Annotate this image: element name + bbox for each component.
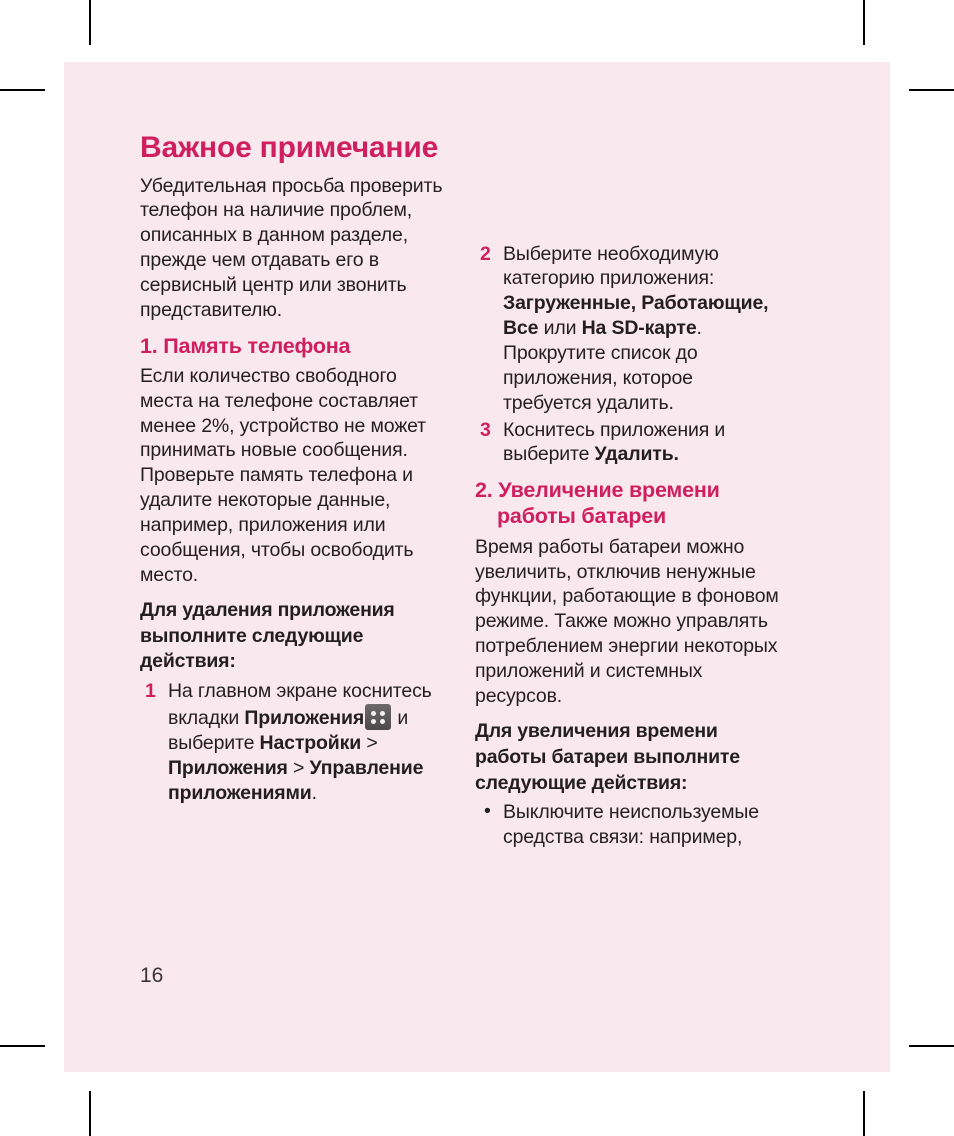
step-text-part-1: Коснитесь приложения и выберите	[503, 418, 726, 466]
step-text-tail: .	[311, 781, 317, 804]
crop-mark-top-right-vertical	[863, 0, 865, 45]
step-bold-manage-applications: Управление приложениями	[168, 756, 424, 804]
apps-drawer-icon	[365, 704, 391, 730]
step-text-part-2: и выберите	[168, 707, 409, 755]
step-bold-settings: Настройки	[259, 732, 362, 755]
crop-mark-bottom-right-vertical	[863, 1091, 865, 1136]
list-item	[475, 242, 785, 416]
step-separator-1: >	[361, 732, 378, 755]
step-text-part-1: На главном экране коснитесь вкладки	[168, 680, 432, 730]
step-separator-2: >	[287, 756, 310, 779]
page-title: Важное примечание	[140, 131, 439, 164]
step-bold-categories: Загруженные, Работающие, Все	[503, 292, 769, 340]
bullet-list-right	[475, 800, 785, 850]
page-number: 16	[140, 964, 164, 987]
crop-mark-bottom-left-vertical	[89, 1091, 91, 1136]
section-heading-battery-life: 2. Увеличение времени работы батареи	[475, 478, 720, 529]
crop-mark-top-left-vertical	[89, 0, 91, 45]
steps-list-right	[475, 242, 785, 468]
page-content	[140, 132, 820, 1012]
crop-mark-bottom-left-horizontal	[0, 1045, 45, 1047]
crop-mark-bottom-right-horizontal	[909, 1045, 954, 1047]
step-bold-apps-tab: Приложения	[244, 707, 365, 730]
step-marker: 1	[145, 680, 156, 703]
left-column	[140, 174, 450, 987]
bullet-text: Выключите неиспользуемые средства связи: например,	[503, 801, 759, 849]
step-text-part-3: . Прокрутите список до приложения, которое требуется удалить.	[503, 317, 702, 414]
list-item	[140, 679, 450, 805]
section-body-battery-life: Время работы батареи можно увеличить, отключив ненужные функции, работающие в фоновом режиме. Также можно управлять потреблением энергии некоторых приложений и системных ресурсов.	[475, 535, 779, 707]
crop-mark-top-left-horizontal	[0, 89, 45, 91]
step-marker: 2	[480, 242, 491, 265]
section-body-phone-memory: Если количество свободного места на телефоне составляет менее 2%, устройство не может принимать новые сообщения. Проверьте память телефона и удалите некоторые данные, например, приложения или сообщения, чтобы освободить место.	[140, 364, 426, 586]
step-bold-delete: Удалить.	[594, 443, 679, 466]
step-bold-on-sd-card: На SD-карте	[581, 317, 697, 340]
right-column	[475, 174, 785, 853]
step-marker: 3	[480, 418, 491, 441]
bullet-marker: •	[484, 800, 491, 823]
step-text-part-2: или	[538, 317, 582, 340]
step-bold-applications: Приложения	[168, 756, 288, 779]
list-item	[475, 418, 785, 468]
crop-mark-top-right-horizontal	[909, 89, 954, 91]
section-heading-phone-memory: 1. Память телефона	[140, 333, 351, 358]
two-column-layout	[140, 174, 820, 987]
step-text-part-1: Выберите необходимую категорию приложения:	[503, 242, 719, 290]
instruction-lead-battery: Для увеличения времени работы батареи выполните следующие действия:	[475, 719, 740, 794]
steps-list-left	[140, 679, 450, 805]
intro-paragraph: Убедительная просьба проверить телефон на наличие проблем, описанных в данном разделе, прежде чем отдавать его в сервисный центр или звонить представителю.	[140, 174, 443, 321]
list-item	[475, 800, 785, 850]
instruction-lead-delete-app: Для удаления приложения выполните следующие действия:	[140, 598, 395, 673]
